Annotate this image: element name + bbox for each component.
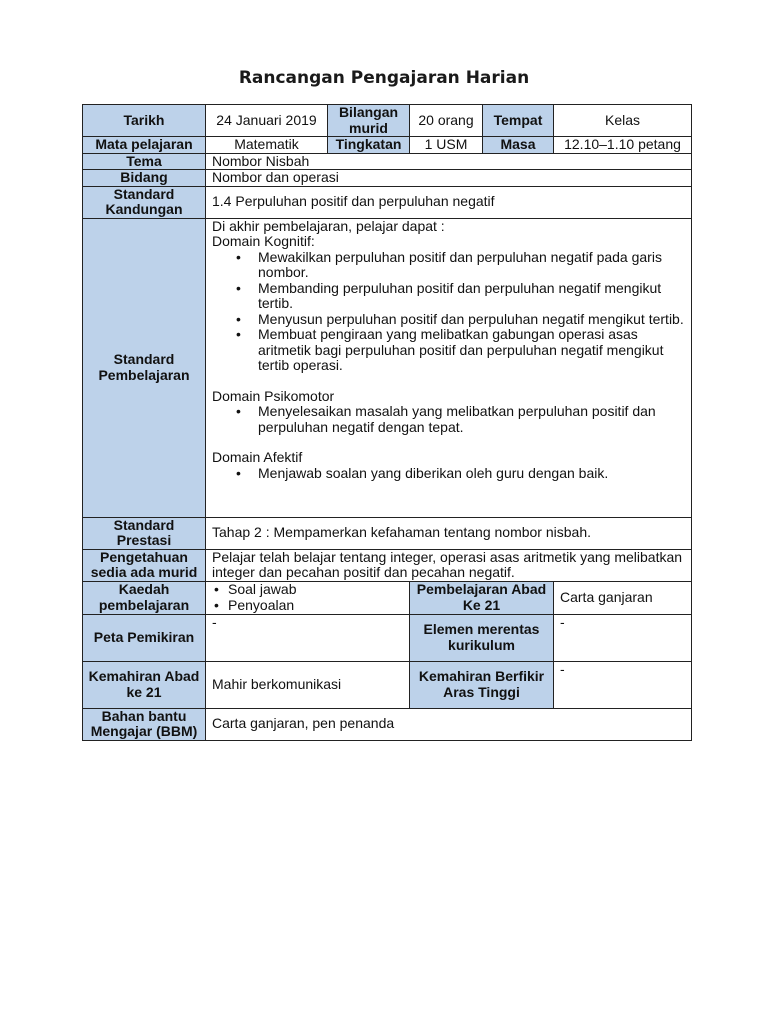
value-standard-kandungan: 1.4 Perpuluhan positif dan perpuluhan negatif [206, 186, 692, 218]
sp-psikomotor-list [212, 404, 685, 435]
value-bbm: Carta ganjaran, pen penanda [206, 708, 692, 740]
list-item: • Membanding perpuluhan positif dan perpuluhan negatif mengikut tertib. [258, 281, 685, 312]
label-standard-kandungan: Standard Kandungan [83, 186, 206, 218]
label-tingkatan: Tingkatan [328, 137, 410, 154]
sp-intro: Di akhir pembelajaran, pelajar dapat : [212, 217, 445, 234]
lesson-plan-table [82, 104, 692, 741]
row-bbm [83, 708, 692, 740]
sp-kognitif-heading: Domain Kognitif: [212, 233, 315, 249]
row-standard-pembelajaran [83, 218, 692, 517]
label-kbat: Kemahiran Berfikir Aras Tinggi [410, 661, 554, 708]
list-item: • Membuat pengiraan yang melibatkan gabungan operasi asas aritmetik bagi perpuluhan positif dan perpuluhan negatif mengikut tertib operasi. [258, 327, 685, 374]
sp-afektif-list [212, 466, 685, 482]
label-pengetahuan: Pengetahuan sedia ada murid [83, 549, 206, 581]
list-item: • Mewakilkan perpuluhan positif dan perpuluhan negatif pada garis nombor. [258, 250, 685, 281]
row-kemahiran [83, 661, 692, 708]
page-title: Rancangan Pengajaran Harian [238, 68, 530, 88]
label-kaedah: Kaedah pembelajaran [83, 581, 206, 614]
value-peta: - [206, 614, 410, 661]
value-bidang: Nombor dan operasi [206, 170, 692, 187]
row-tarikh [83, 105, 692, 137]
row-mata-pelajaran [83, 137, 692, 154]
label-tarikh: Tarikh [83, 105, 206, 137]
value-kemahiran-abad: Mahir berkomunikasi [206, 661, 410, 708]
spacer [212, 435, 685, 450]
kaedah-list [212, 582, 403, 613]
row-bidang [83, 170, 692, 187]
spacer [212, 374, 685, 389]
list-item: • Soal jawab [228, 582, 403, 598]
value-tempat: Kelas [554, 105, 692, 137]
list-item: • Menyusun perpuluhan positif dan perpuluhan negatif mengikut tertib. [258, 312, 685, 328]
list-item: • Menjawab soalan yang diberikan oleh guru dengan baik. [258, 466, 685, 482]
label-tempat: Tempat [483, 105, 554, 137]
value-elemen: - [554, 614, 692, 661]
row-pengetahuan [83, 549, 692, 581]
list-item: • Menyelesaikan masalah yang melibatkan perpuluhan positif dan perpuluhan negatif dengan tepat. [258, 404, 685, 435]
value-masa: 12.10–1.10 petang [554, 137, 692, 154]
label-elemen: Elemen merentas kurikulum [410, 614, 554, 661]
value-tingkatan: 1 USM [410, 137, 483, 154]
label-kemahiran-abad: Kemahiran Abad ke 21 [83, 661, 206, 708]
row-standard-prestasi [83, 517, 692, 549]
row-standard-kandungan [83, 186, 692, 218]
label-bbm: Bahan bantu Mengajar (BBM) [83, 708, 206, 740]
label-masa: Masa [483, 137, 554, 154]
row-tema [83, 153, 692, 170]
sp-psikomotor-heading: Domain Psikomotor [212, 387, 335, 404]
row-peta [83, 614, 692, 661]
label-peta: Peta Pemikiran [83, 614, 206, 661]
row-kaedah [83, 581, 692, 614]
label-pembelajaran-abad: Pembelajaran Abad Ke 21 [410, 581, 554, 614]
value-tarikh: 24 Januari 2019 [206, 105, 328, 137]
label-bilangan-murid: Bilangan murid [328, 105, 410, 137]
value-mata-pelajaran: Matematik [206, 137, 328, 154]
list-item: • Penyoalan [228, 598, 403, 614]
label-standard-pembelajaran: Standard Pembelajaran [83, 218, 206, 517]
value-bilangan-murid: 20 orang [410, 105, 483, 137]
value-standard-pembelajaran [206, 218, 692, 517]
value-pengetahuan: Pelajar telah belajar tentang integer, operasi asas aritmetik yang melibatkan integer dan pecahan positif dan pecahan negatif. [206, 549, 692, 581]
value-kbat: - [554, 661, 692, 708]
value-tema: Nombor Nisbah [206, 153, 692, 170]
value-standard-prestasi: Tahap 2 : Mempamerkan kefahaman tentang nombor nisbah. [206, 517, 692, 549]
value-kaedah [206, 581, 410, 614]
label-bidang: Bidang [83, 170, 206, 187]
sp-afektif-heading: Domain Afektif [212, 449, 303, 465]
label-tema: Tema [83, 153, 206, 170]
label-standard-prestasi: Standard Prestasi [83, 517, 206, 549]
label-mata-pelajaran: Mata pelajaran [83, 137, 206, 154]
sp-kognitif-list [212, 250, 685, 374]
value-pembelajaran-abad: Carta ganjaran [554, 581, 692, 614]
